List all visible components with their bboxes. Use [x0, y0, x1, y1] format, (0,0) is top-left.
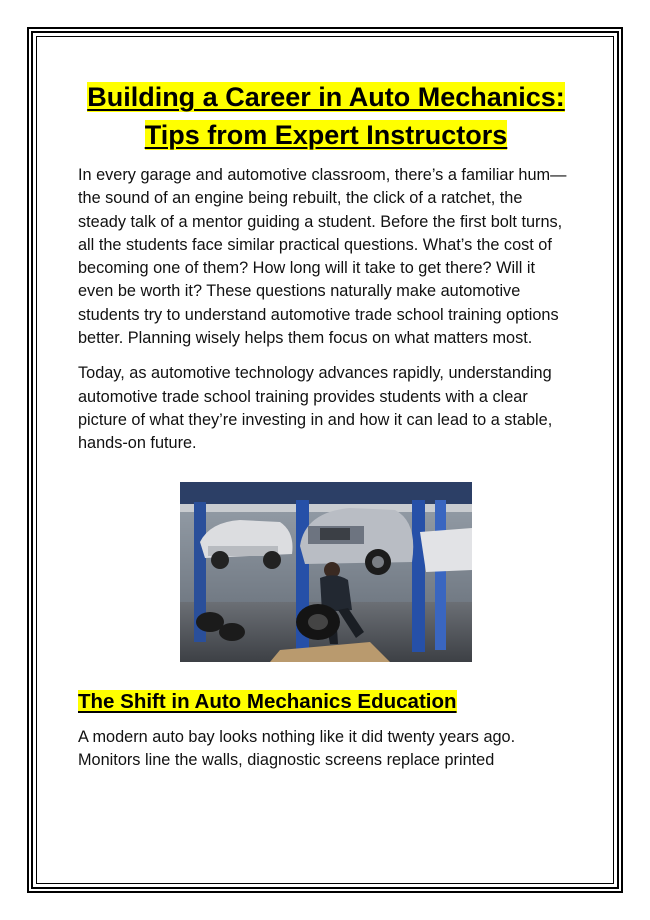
section-paragraph: A modern auto bay looks nothing like it did twenty years ago. Monitors line the walls, diagnostic screens replace printed [78, 727, 516, 769]
document-content [78, 78, 574, 784]
garage-photo [180, 482, 472, 662]
document-title: Building a Career in Auto Mechanics: Tips from Expert Instructors [87, 82, 565, 150]
section-heading: The Shift in Auto Mechanics Education [78, 689, 457, 713]
intro-paragraph: In every garage and automotive classroom, there’s a familiar hum—the sound of an engine being rebuilt, the click of a ratchet, the steady talk of a mentor guiding a student. Before the first bolt turns, all the students face similar practical questions. What’s the cost of becoming one of them? How long will it take to get there? Will it even be worth it? These questions naturally make automotive students try to understand automotive trade school training options better. Planning wisely helps them focus on what matters most. [78, 166, 567, 348]
second-paragraph: Today, as automotive technology advances rapidly, understanding automotive trade school training provides students with a clear picture of what they’re investing in and how it can lead to a stable, hands-on future. [78, 364, 553, 453]
